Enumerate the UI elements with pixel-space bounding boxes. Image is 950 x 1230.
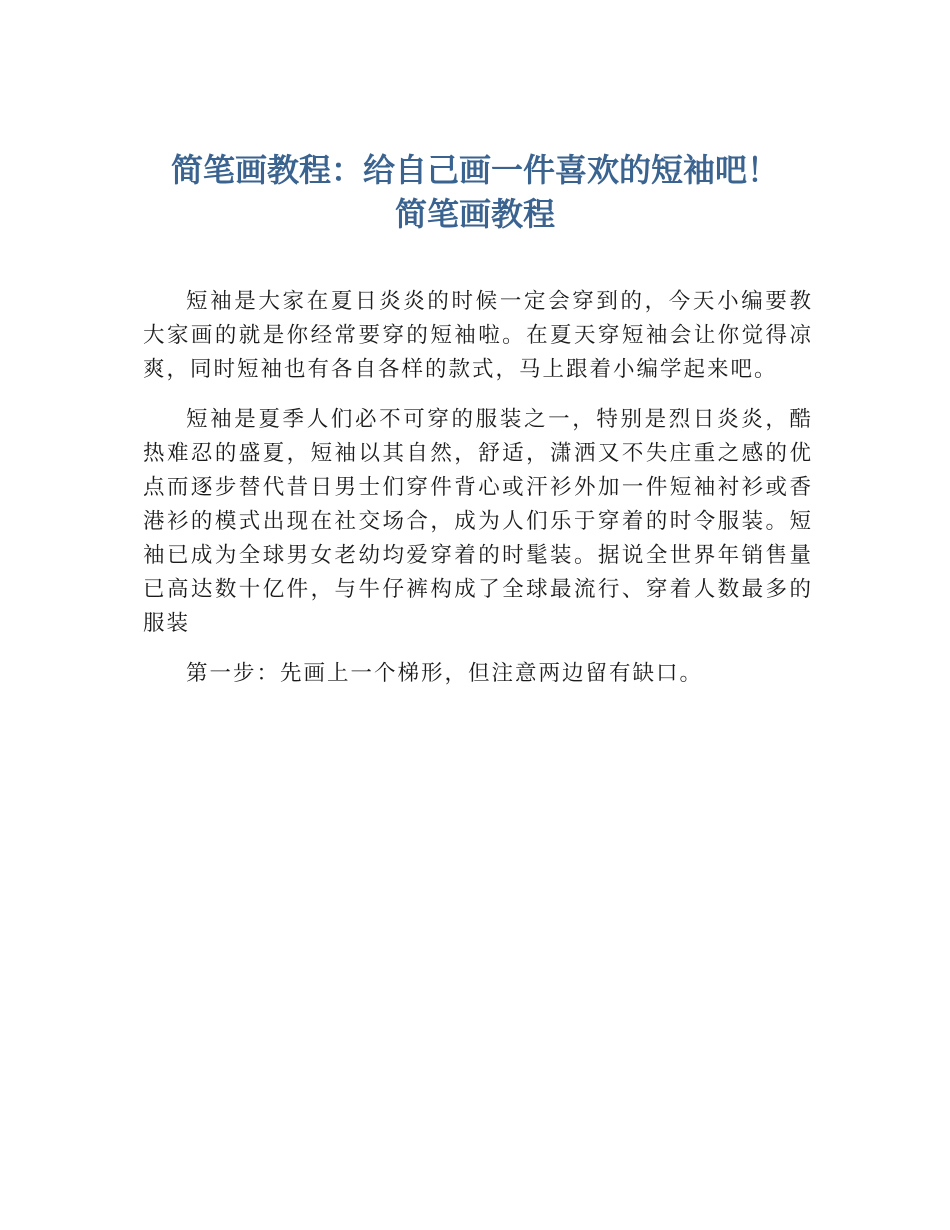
title-line-2: 简笔画教程 — [394, 195, 555, 233]
title-line-1: 简笔画教程：给自己画一件喜欢的短袖吧！ — [170, 151, 779, 189]
page-title — [130, 148, 820, 236]
paragraph-step-one: 第一步：先画上一个梯形，但注意两边留有缺口。 — [186, 661, 704, 686]
article-body — [143, 285, 813, 707]
paragraph-history: 短袖是夏季人们必不可穿的服装之一，特别是烈日炎炎，酷热难忍的盛夏，短袖以其自然，舒适，潇洒又不失庄重之感的优点而逐步替代昔日男士们穿件背心或汗衫外加一件短袖衬衫或香港衫的模式出现在社交场合，成为人们乐于穿着的时令服装。短袖已成为全球男女老幼均爱穿着的时髦装。据说全世界年销售量已高达数十亿件，与牛仔裤构成了全球最流行、穿着人数最多的服装 — [143, 407, 813, 636]
paragraph-intro: 短袖是大家在夏日炎炎的时候一定会穿到的，今天小编要教大家画的就是你经常要穿的短袖啦。在夏天穿短袖会让你觉得凉爽，同时短袖也有各自各样的款式，马上跟着小编学起来吧。 — [143, 289, 813, 382]
